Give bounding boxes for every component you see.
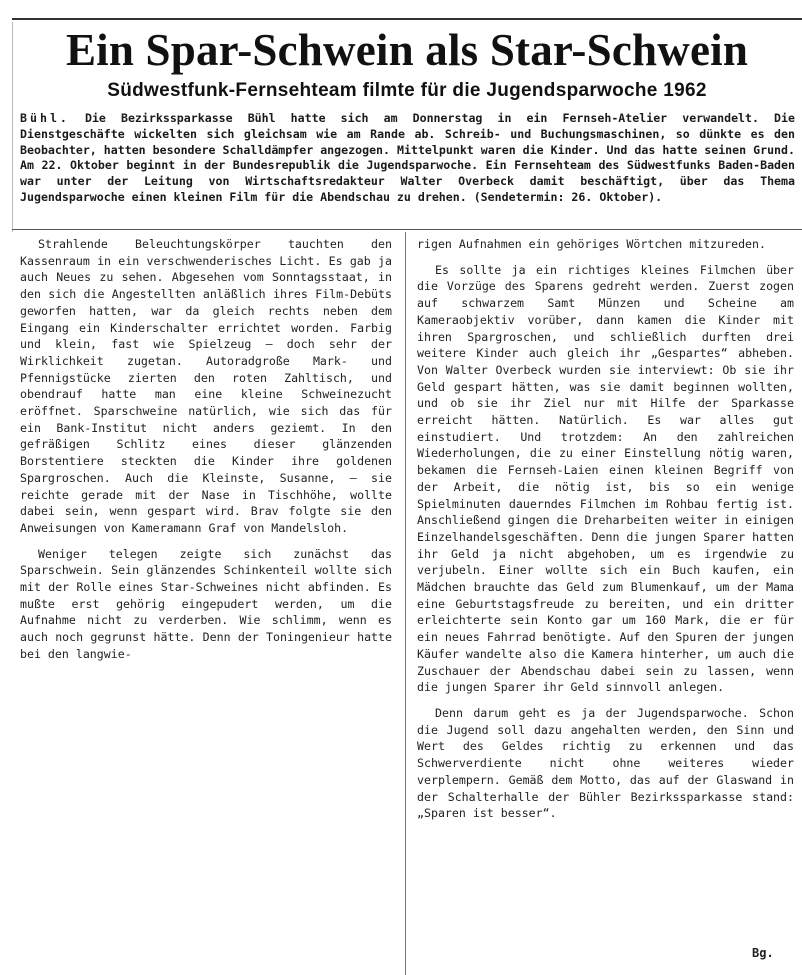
left-column xyxy=(20,236,392,663)
right-column xyxy=(417,236,794,822)
author-signature: Bg. xyxy=(752,946,774,960)
subheadline: Südwestfunk-Fernsehteam filmte für die Jugendsparwoche 1962 xyxy=(107,80,707,101)
lead-divider xyxy=(12,229,802,230)
headline: Ein Spar-Schwein als Star-Schwein xyxy=(65,25,749,75)
paragraph: Strahlende Beleuchtungskörper tauchten den Kassenraum in ein verschwenderisches Licht. Es gab ja auch Neues zu sehen. Abgesehen vom Sonntagsstaat, in den sich die Angestellten anläßlich ihres Film-Debüts geworfen hatten, war da gleich rechts neben dem Eingang ein Kinderschalter errichtet worden. Farbig und klein, fast wie Spielzeug — doch sehr der Wirklichkeit zugetan. Autoradgroße Mark- und Pfennigstücke zierten den roten Zahltisch, und obendrauf hatte man eine kleine Schweinezucht eröffnet. Sparschweine natürlich, wie sich das für ein Bank-Institut nicht anders geziemt. In den gefräßigen Schlitz eines dieser glänzenden Borstentiere steckten die Kinder ihre goldenen Spargroschen. Auch die Kleinste, Susanne, — sie reichte gerade mit der Nase in Tischhöhe, wollte dabei sein, wenn gespart wird. Brav folgte sie den Anweisungen von Kameramann Graf von Mandelsloh. xyxy=(20,237,392,535)
column-divider xyxy=(405,232,406,975)
lead-text: Die Bezirkssparkasse Bühl hatte sich am Donnerstag in ein Fernseh-Atelier verwandelt. Die Dienstgeschäfte wickelten sich gleichsam wie am Rande ab. Schreib- und Buchungsmaschinen, so dünkte es den Beobachter, hatten besondere Schalldämpfer angezogen. Mittelpunkt waren die Kinder. Und das hatte seinen Grund. Am 22. Oktober beginnt in der Bundesrepublik die Jugendsparwoche. Ein Fernsehteam des Südwestfunks Baden-Baden war unter der Leitung von Wirtschaftsredakteur Walter Overbeck damit beschäftigt, über das Thema Jugendsparwoche einen kleinen Film für die Abendschau zu drehen. (Sendetermin: 26. Oktober). xyxy=(20,111,795,204)
paragraph: rigen Aufnahmen ein gehöriges Wörtchen mitzureden. xyxy=(417,237,767,251)
paragraph: Weniger telegen zeigte sich zunächst das Sparschwein. Sein glänzendes Schinkenteil wollte sich mit der Rolle eines Star-Schweines nicht abfinden. Es mußte erst gehörig eingepudert werden, um die Aufnahme nicht zu verderben. Wie schlimm, wenn es auch noch gegrunst hätte. Denn der Toningenieur hatte bei den langwie- xyxy=(20,546,392,661)
paragraph: Denn darum geht es ja der Jugendsparwoche. Schon die Jugend soll dazu angehalten werden, den Sinn und Wert des Geldes richtig zu erkennen und das Schwerverdiente nicht ohne weiteres wieder verplempern. Gemäß dem Motto, das auf der Glaswand in der Schalterhalle der Bühler Bezirkssparkasse stand: „Sparen ist besser“. xyxy=(417,705,794,821)
lead-place: Bühl. xyxy=(20,111,70,125)
paragraph: Es sollte ja ein richtiges kleines Filmchen über die Vorzüge des Sparens gedreht werden. Zuerst zogen auf schwarzem Samt Münzen und Scheine am Kameraobjektiv vorüber, dann kamen die Kinder mit ihren Spargroschen, und schließlich durften drei weitere Kinder auch gleich ihr „Gespartes“ abheben. Von Walter Overbeck wurden sie interviewt: Ob sie ihr Geld gespart hätten, was sie damit beginnen wollten, und ob sie ihr Ziel nur mit Hilfe der Sparkasse erreicht hätten. Natürlich. Es war alles gut einstudiert. Und trotzdem: An den zahlreichen Wiederholungen, die zu einer Einstellung nötig waren, bekamen die Fernseh-Laien einen kleinen Begriff von der Arbeit, die nötig ist, bis so ein wenige Spielminuten dauerndes Filmchen im Rohbau fertig ist. Anschließend gingen die Dreharbeiten weiter in einigen Einzelhandelsgeschäften. Denn die jungen Sparer hatten ihr Geld ja nicht abgehoben, um es irgendwie zu verjubeln. Einer wollte sich ein Buch kaufen, ein Mädchen brauchte das Geld zum Blumenkauf, um der Mama eine Geburtstagsfreude zu bereiten, und ein dritter erleichterte sein Konto gar um 160 Mark, die er für ein neues Fahrrad benötigte. Auf den Spuren der jungen Käufer wandelte also die Kamera hinterher, um auch die Zuschauer der Abendschau dabei sein zu lassen, wenn die jungen Sparer ihr Geld sinnvoll anlegen. xyxy=(417,262,794,695)
lead-paragraph xyxy=(20,111,795,206)
top-rule xyxy=(12,18,802,20)
